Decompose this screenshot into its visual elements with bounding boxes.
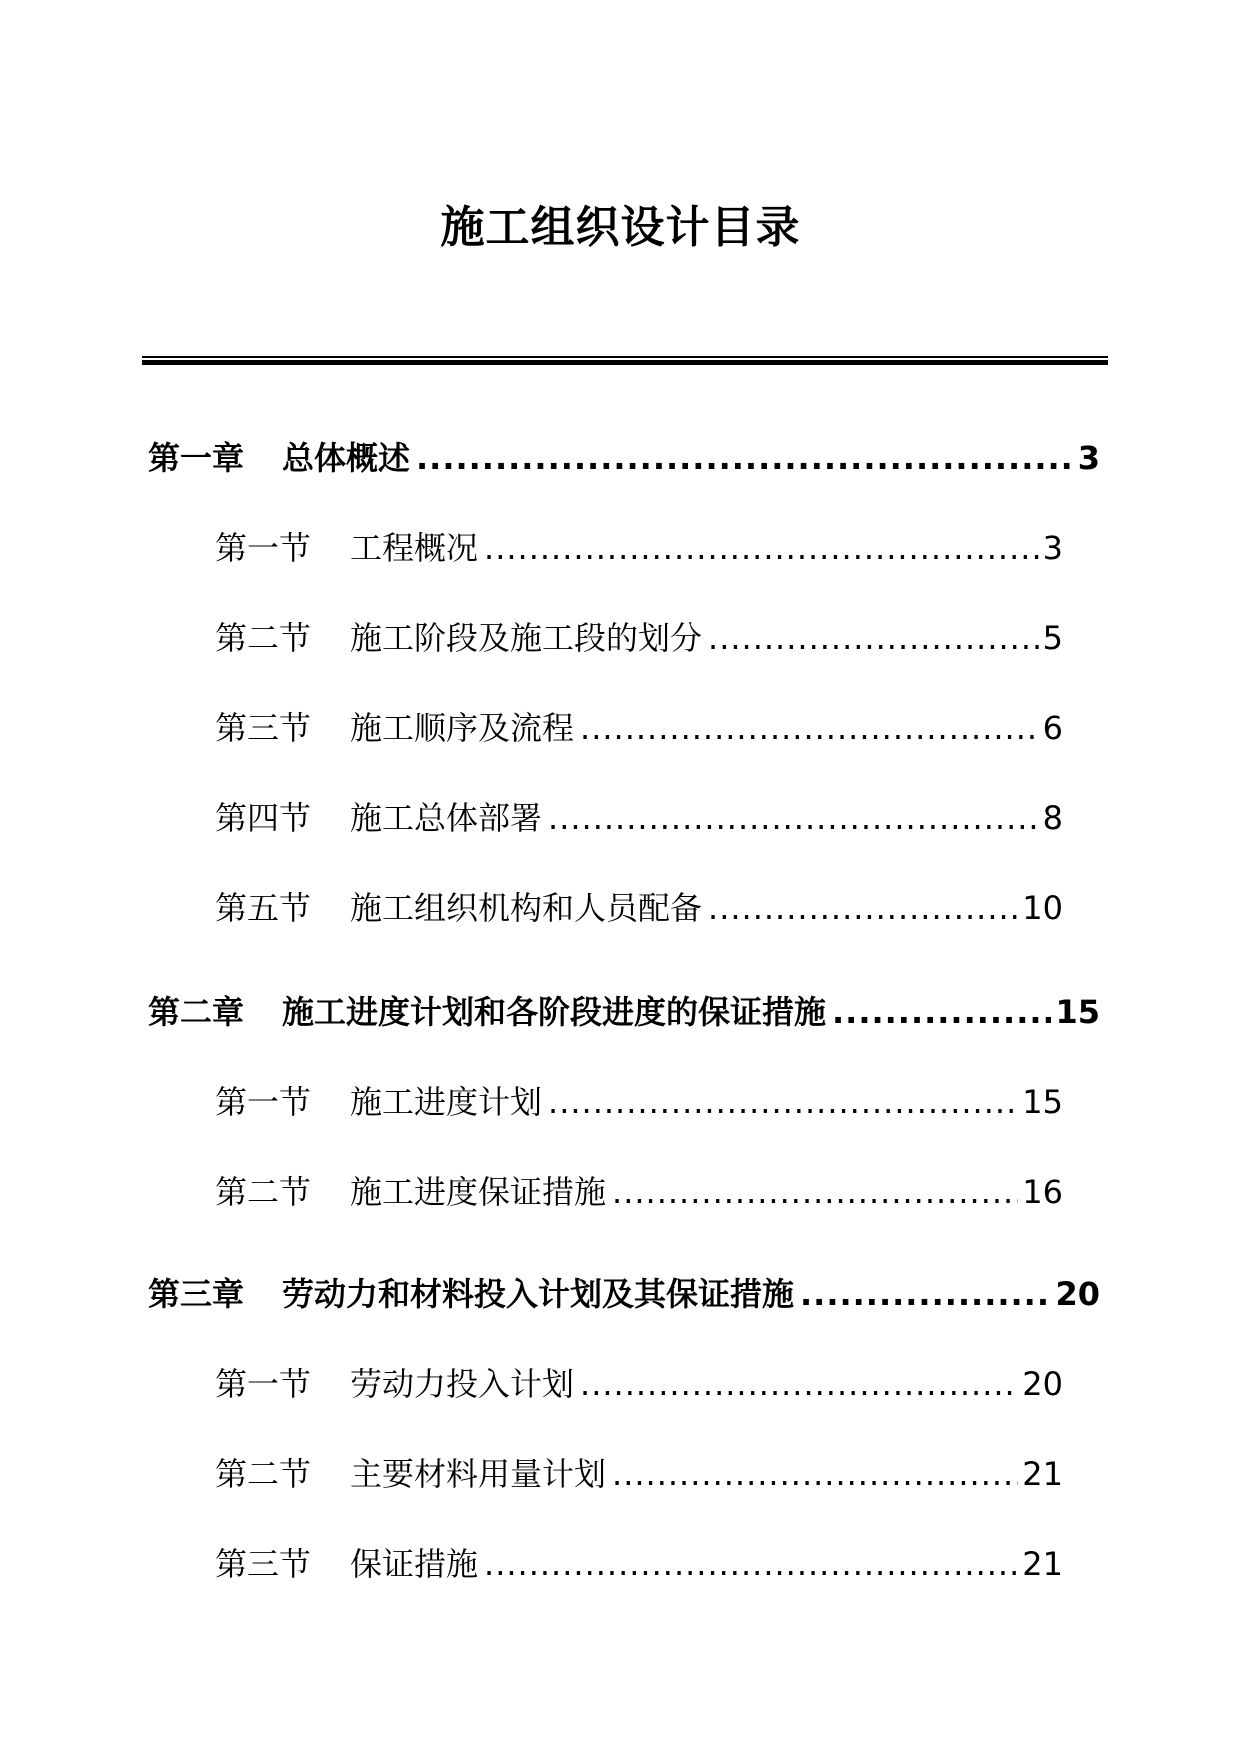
toc-dot-leader [548,796,1039,840]
toc-page-number: 10 [1022,889,1063,927]
toc-section-label: 第二节 [215,619,312,657]
toc-section-label: 第一节 [215,529,312,567]
toc-dot-leader [416,436,1074,480]
toc-chapter-label: 第一章 [148,439,245,477]
toc-section-1-1[interactable] [215,526,1063,570]
toc-dot-leader [708,886,1018,930]
toc-chapter-1[interactable] [148,436,1100,480]
toc-section-label: 第一节 [215,1083,312,1121]
toc-dot-leader [612,1170,1018,1214]
toc-section-1-5[interactable] [215,886,1063,930]
toc-section-label: 第二节 [215,1455,312,1493]
toc-chapter-title: 总体概述 [282,439,411,477]
toc-page-number: 20 [1022,1365,1063,1403]
toc-chapter-title: 劳动力和材料投入计划及其保证措施 [282,1275,795,1313]
toc-section-label: 第四节 [215,799,312,837]
toc-section-label: 第三节 [215,1545,312,1583]
toc-section-2-1[interactable] [215,1080,1063,1124]
toc-dot-leader [708,616,1039,660]
toc-section-label: 第一节 [215,1365,312,1403]
toc-page-number: 16 [1022,1173,1063,1211]
toc-section-3-1[interactable] [215,1362,1063,1406]
toc-section-3-3[interactable] [215,1542,1063,1586]
toc-section-label: 第五节 [215,889,312,927]
toc-section-title: 保证措施 [350,1545,479,1583]
toc-section-title: 施工组织机构和人员配备 [350,889,703,927]
toc-section-title: 主要材料用量计划 [350,1455,607,1493]
toc-chapter-3[interactable] [148,1272,1100,1316]
toc-section-2-2[interactable] [215,1170,1063,1214]
title-divider-thin [142,356,1108,358]
toc-section-label: 第三节 [215,709,312,747]
toc-page-number: 5 [1042,619,1063,657]
toc-section-label: 第二节 [215,1173,312,1211]
toc-page-number: 8 [1042,799,1063,837]
toc-section-1-4[interactable] [215,796,1063,840]
toc-section-title: 施工顺序及流程 [350,709,575,747]
toc-chapter-label: 第三章 [148,1275,245,1313]
toc-page-number: 21 [1022,1545,1063,1583]
toc-page-number: 3 [1077,439,1100,477]
toc-dot-leader [484,526,1039,570]
toc-section-1-3[interactable] [215,706,1063,750]
toc-dot-leader [832,990,1051,1034]
title-divider-thick [142,360,1108,365]
toc-page-number: 3 [1042,529,1063,567]
toc-page-number: 15 [1055,993,1100,1031]
toc-dot-leader [548,1080,1018,1124]
toc-page-number: 20 [1055,1275,1100,1313]
toc-section-title: 施工进度保证措施 [350,1173,607,1211]
toc-chapter-label: 第二章 [148,993,245,1031]
toc-page-number: 21 [1022,1455,1063,1493]
document-title: 施工组织设计目录 [440,202,801,253]
toc-dot-leader [580,706,1039,750]
toc-page-number: 15 [1022,1083,1063,1121]
toc-dot-leader [612,1452,1018,1496]
toc-dot-leader [484,1542,1018,1586]
toc-section-3-2[interactable] [215,1452,1063,1496]
toc-page-number: 6 [1042,709,1063,747]
toc-section-title: 施工总体部署 [350,799,543,837]
toc-dot-leader [580,1362,1018,1406]
toc-section-1-2[interactable] [215,616,1063,660]
toc-section-title: 施工阶段及施工段的划分 [350,619,703,657]
toc-section-title: 劳动力投入计划 [350,1365,575,1403]
toc-section-title: 工程概况 [350,529,479,567]
toc-chapter-title: 施工进度计划和各阶段进度的保证措施 [282,993,827,1031]
toc-section-title: 施工进度计划 [350,1083,543,1121]
toc-chapter-2[interactable] [148,990,1100,1034]
toc-dot-leader [800,1272,1051,1316]
